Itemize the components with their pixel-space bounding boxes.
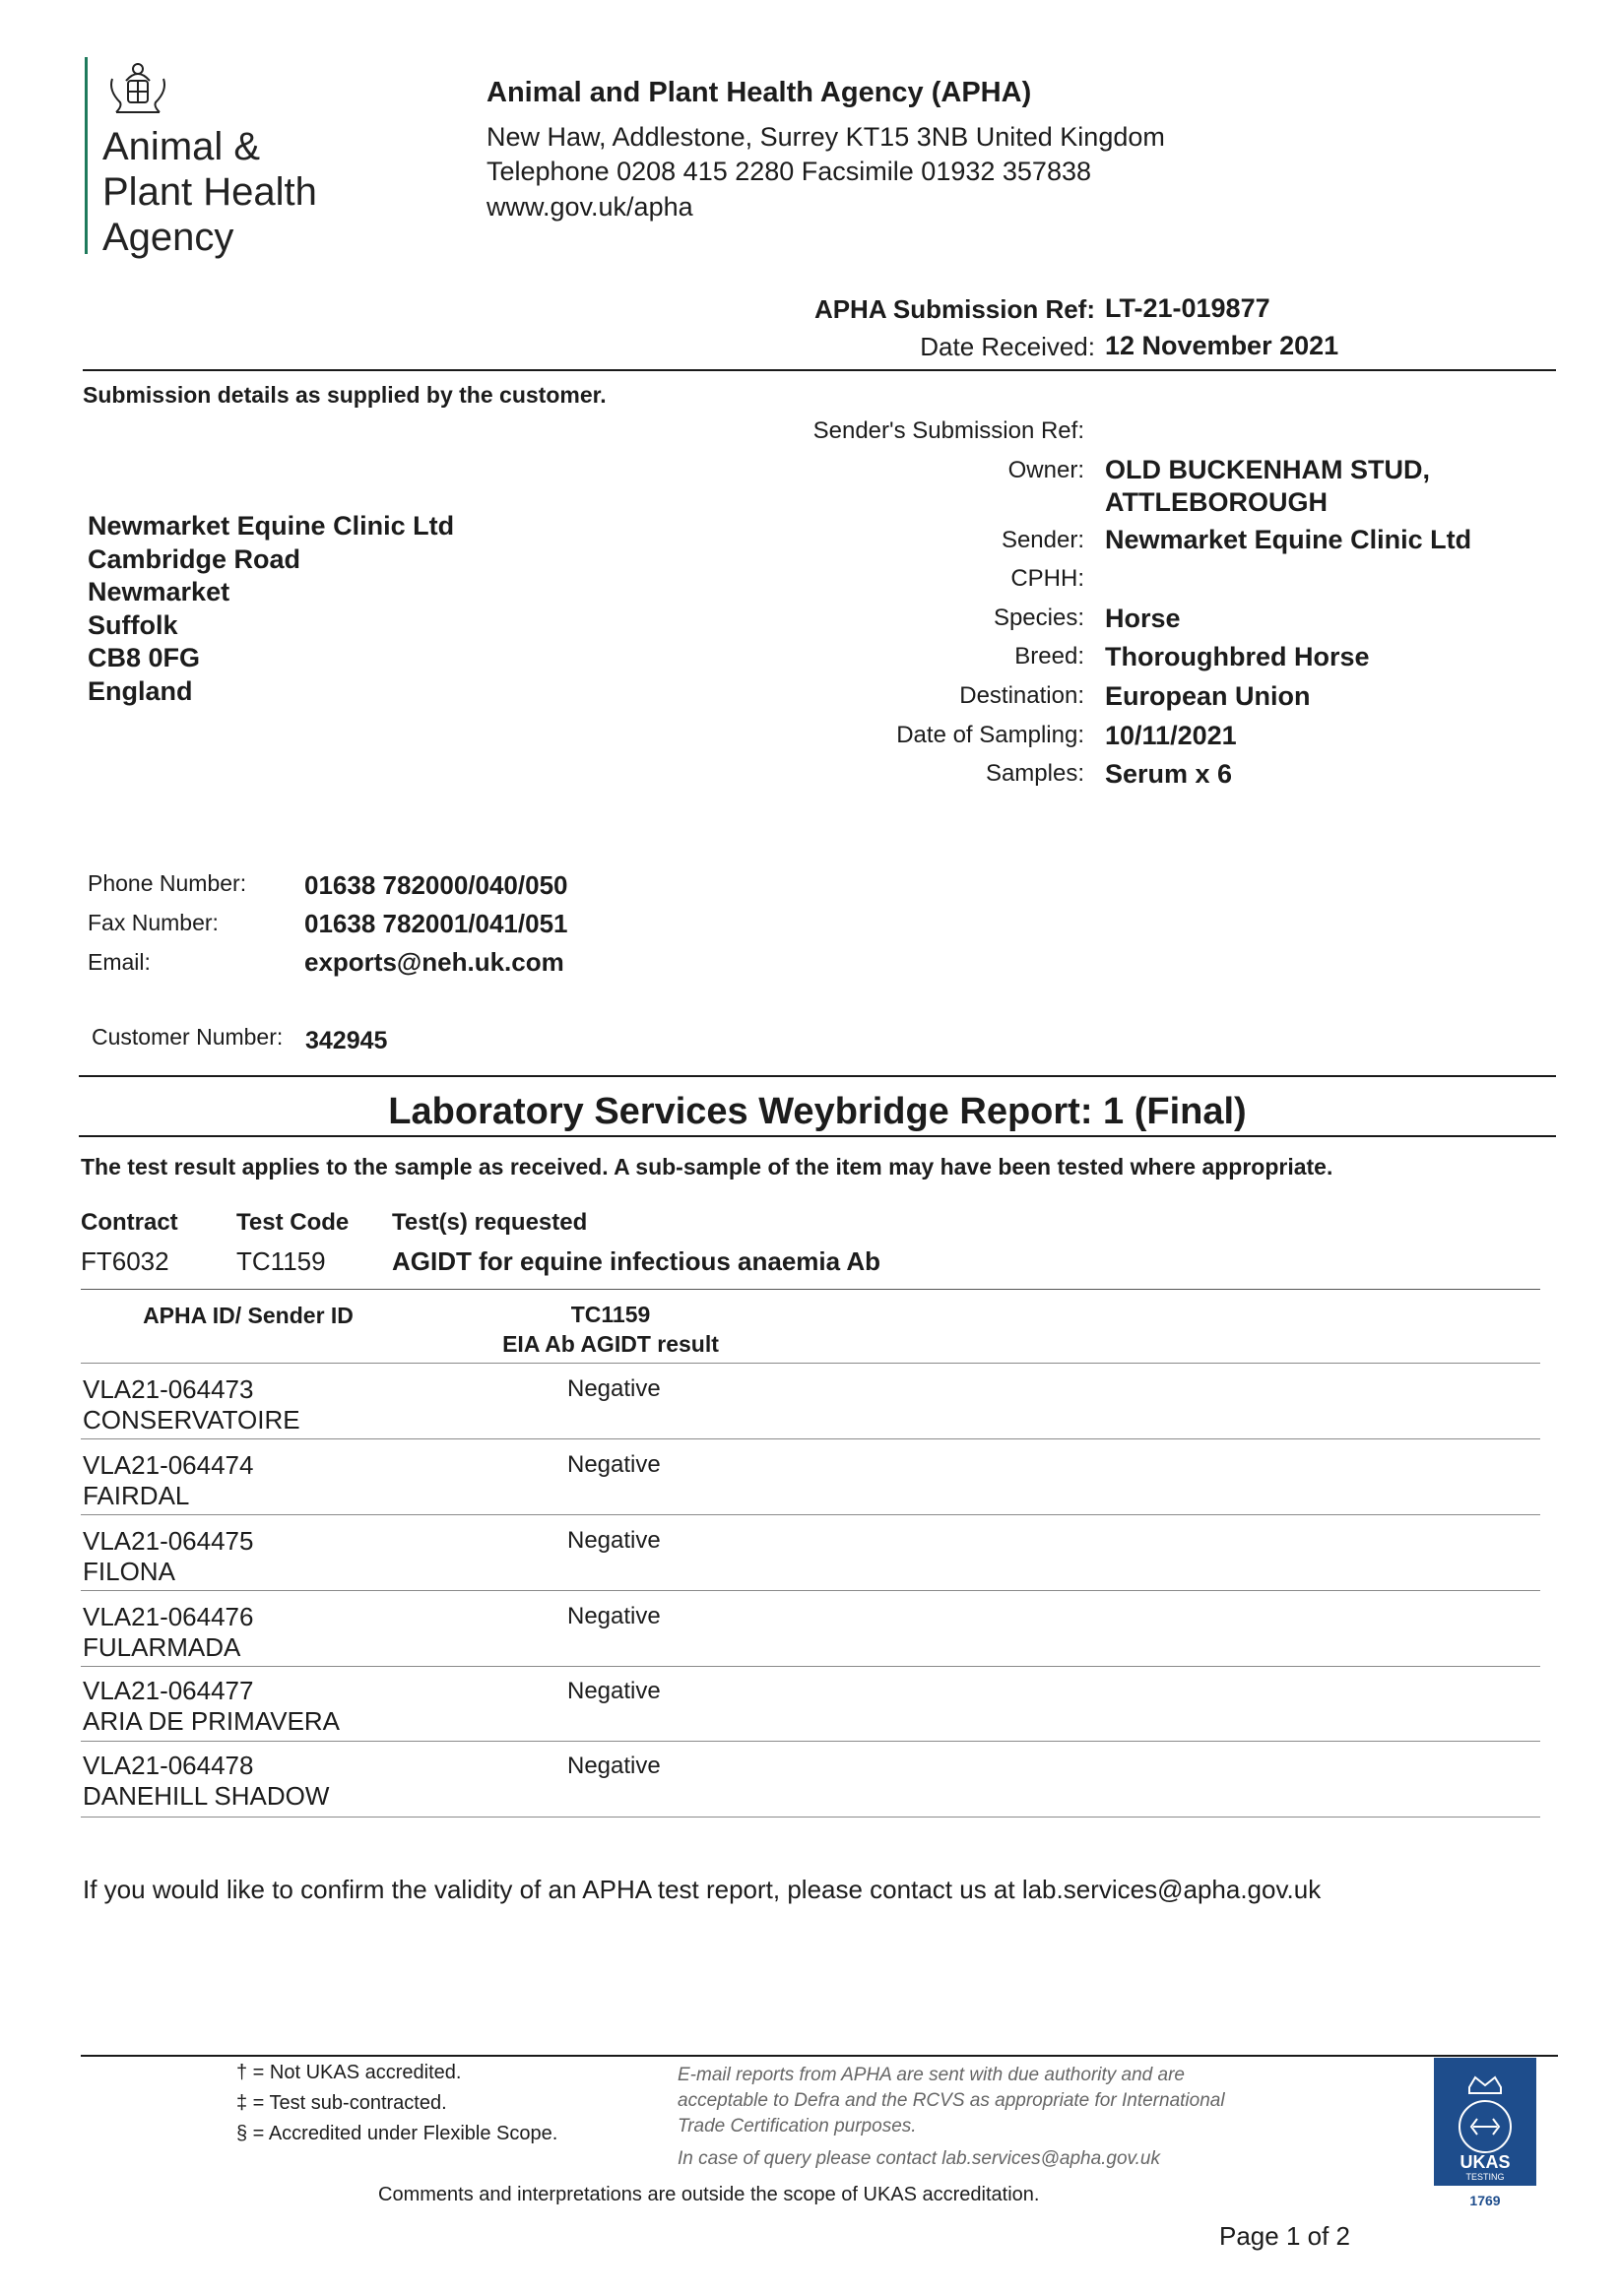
sample-result: Negative <box>567 1527 661 1554</box>
species-value: Horse <box>1105 604 1181 633</box>
sender-label: Sender: <box>1001 527 1084 553</box>
result-code-header: TC1159 <box>570 1302 651 1327</box>
sample-result: Negative <box>567 1375 661 1402</box>
ukas-logo <box>1434 2058 1536 2186</box>
page-number: Page 1 of 2 <box>1219 2221 1350 2251</box>
sample-id: VLA21-064477 <box>83 1676 254 1705</box>
row-divider <box>81 1514 1540 1515</box>
agency-logo-text <box>102 124 317 260</box>
senders-ref-label: Sender's Submission Ref: <box>812 417 1084 444</box>
logo-line: Agency <box>102 216 234 259</box>
id-column-header: APHA ID/ Sender ID <box>143 1303 354 1328</box>
ukas-label: UKAS <box>1459 2152 1511 2172</box>
sample-name: ARIA DE PRIMAVERA <box>83 1706 341 1736</box>
divider <box>81 2055 1558 2057</box>
sample-name: DANEHILL SHADOW <box>83 1781 330 1811</box>
ukas-sub: TESTING <box>1465 2172 1505 2182</box>
sample-name: FULARMADA <box>83 1632 241 1662</box>
divider <box>79 1075 1556 1077</box>
tests-header: Test(s) requested <box>392 1209 588 1236</box>
agency-website[interactable]: www.gov.uk/apha <box>486 192 693 222</box>
ukas-number: 1769 <box>1469 2193 1501 2208</box>
date-received: 12 November 2021 <box>1105 331 1339 360</box>
tests-value: AGIDT for equine infectious anaemia Ab <box>392 1246 880 1276</box>
owner-label: Owner: <box>1007 457 1084 483</box>
divider <box>83 369 1556 371</box>
submission-heading: Submission details as supplied by the customer. <box>83 382 607 408</box>
sample-name: CONSERVATOIRE <box>83 1405 300 1435</box>
owner-value-line2: ATTLEBOROUGH <box>1105 487 1328 517</box>
sender-value: Newmarket Equine Clinic Ltd <box>1105 525 1472 554</box>
sampling-date-label: Date of Sampling: <box>896 722 1084 748</box>
sample-id: VLA21-064474 <box>83 1450 254 1480</box>
fax-value: 01638 782001/041/051 <box>304 909 568 938</box>
row-divider <box>81 1666 1540 1667</box>
customer-address <box>88 510 454 708</box>
sample-id: VLA21-064476 <box>83 1602 254 1631</box>
email-note-line: Trade Certification purposes. <box>678 2116 917 2137</box>
row-divider <box>81 1590 1540 1591</box>
customer-number-label: Customer Number: <box>92 1024 284 1050</box>
report-title: Laboratory Services Weybridge Report: 1 (Final) <box>388 1091 1247 1132</box>
sample-id: VLA21-064473 <box>83 1374 254 1404</box>
email-note <box>678 2063 1225 2139</box>
address-line: Suffolk <box>88 609 178 640</box>
samples-value: Serum x 6 <box>1105 759 1233 789</box>
key-sub-contracted: ‡ = Test sub-contracted. <box>236 2092 447 2114</box>
logo-bar <box>85 57 88 254</box>
agency-phone-fax: Telephone 0208 415 2280 Facsimile 01932 357838 <box>486 157 1091 186</box>
sample-result: Negative <box>567 1678 661 1704</box>
email-label: Email: <box>88 949 151 975</box>
sample-result: Negative <box>567 1451 661 1478</box>
email-note-line: acceptable to Defra and the RCVS as appropriate for International <box>678 2090 1225 2111</box>
samples-label: Samples: <box>985 760 1084 787</box>
owner-value-line1: OLD BUCKENHAM STUD, <box>1105 455 1430 484</box>
agency-address: New Haw, Addlestone, Surrey KT15 3NB United Kingdom <box>486 122 1165 152</box>
address-line: CB8 0FG <box>88 643 201 672</box>
email-value[interactable]: exports@neh.uk.com <box>304 947 564 977</box>
sample-result: Negative <box>567 1603 661 1629</box>
contract-header: Contract <box>81 1209 178 1236</box>
row-divider <box>81 1741 1540 1742</box>
fax-label: Fax Number: <box>88 910 219 935</box>
cphh-label: CPHH: <box>1010 565 1084 592</box>
address-line: Cambridge Road <box>88 543 301 574</box>
sample-name: FILONA <box>83 1557 175 1586</box>
date-received-label: Date Received: <box>920 332 1095 361</box>
validity-note: If you would like to confirm the validity of an APHA test report, please contact us at lab.services@apha.gov.uk <box>83 1875 1322 1904</box>
key-flexible-scope: § = Accredited under Flexible Scope. <box>236 2123 558 2144</box>
agency-title: Animal and Plant Health Agency (APHA) <box>486 77 1032 108</box>
destination-value: European Union <box>1105 681 1311 711</box>
test-code-value: TC1159 <box>236 1246 326 1276</box>
divider <box>81 1363 1540 1364</box>
applies-note: The test result applies to the sample as received. A sub-sample of the item may have been tested where appropriate. <box>81 1154 1333 1180</box>
phone-value: 01638 782000/040/050 <box>304 870 568 900</box>
test-code-header: Test Code <box>236 1209 350 1236</box>
customer-number-value: 342945 <box>305 1027 388 1054</box>
sample-result: Negative <box>567 1753 661 1779</box>
address-line: England <box>88 675 193 706</box>
sample-id: VLA21-064478 <box>83 1751 254 1780</box>
sampling-date-value: 10/11/2021 <box>1105 721 1237 750</box>
sample-id: VLA21-064475 <box>83 1526 254 1556</box>
divider <box>79 1135 1556 1137</box>
species-label: Species: <box>993 605 1084 631</box>
address-line: Newmarket Equine Clinic Ltd <box>88 511 455 541</box>
row-divider <box>81 1438 1540 1439</box>
phone-label: Phone Number: <box>88 870 247 896</box>
destination-label: Destination: <box>959 682 1084 709</box>
contract-value: FT6032 <box>81 1246 169 1276</box>
sample-name: FAIRDAL <box>83 1481 190 1510</box>
divider <box>81 1289 1540 1290</box>
logo-line: Animal & <box>102 125 261 168</box>
key-not-accredited: † = Not UKAS accredited. <box>236 2062 462 2083</box>
royal-crest-icon <box>102 59 173 118</box>
query-note: In case of query please contact lab.services@apha.gov.uk <box>678 2148 1160 2169</box>
breed-label: Breed: <box>1014 643 1084 670</box>
logo-line: Plant Health <box>102 170 317 214</box>
breed-value: Thoroughbred Horse <box>1105 642 1370 671</box>
scope-note: Comments and interpretations are outside the scope of UKAS accreditation. <box>378 2184 1040 2205</box>
email-note-line: E-mail reports from APHA are sent with due authority and are <box>678 2065 1185 2085</box>
address-line: Newmarket <box>88 577 230 606</box>
submission-ref-label: APHA Submission Ref: <box>813 294 1095 324</box>
row-divider <box>81 1817 1540 1818</box>
result-name-header: EIA Ab AGIDT result <box>502 1331 719 1357</box>
submission-ref: LT-21-019877 <box>1105 293 1270 323</box>
